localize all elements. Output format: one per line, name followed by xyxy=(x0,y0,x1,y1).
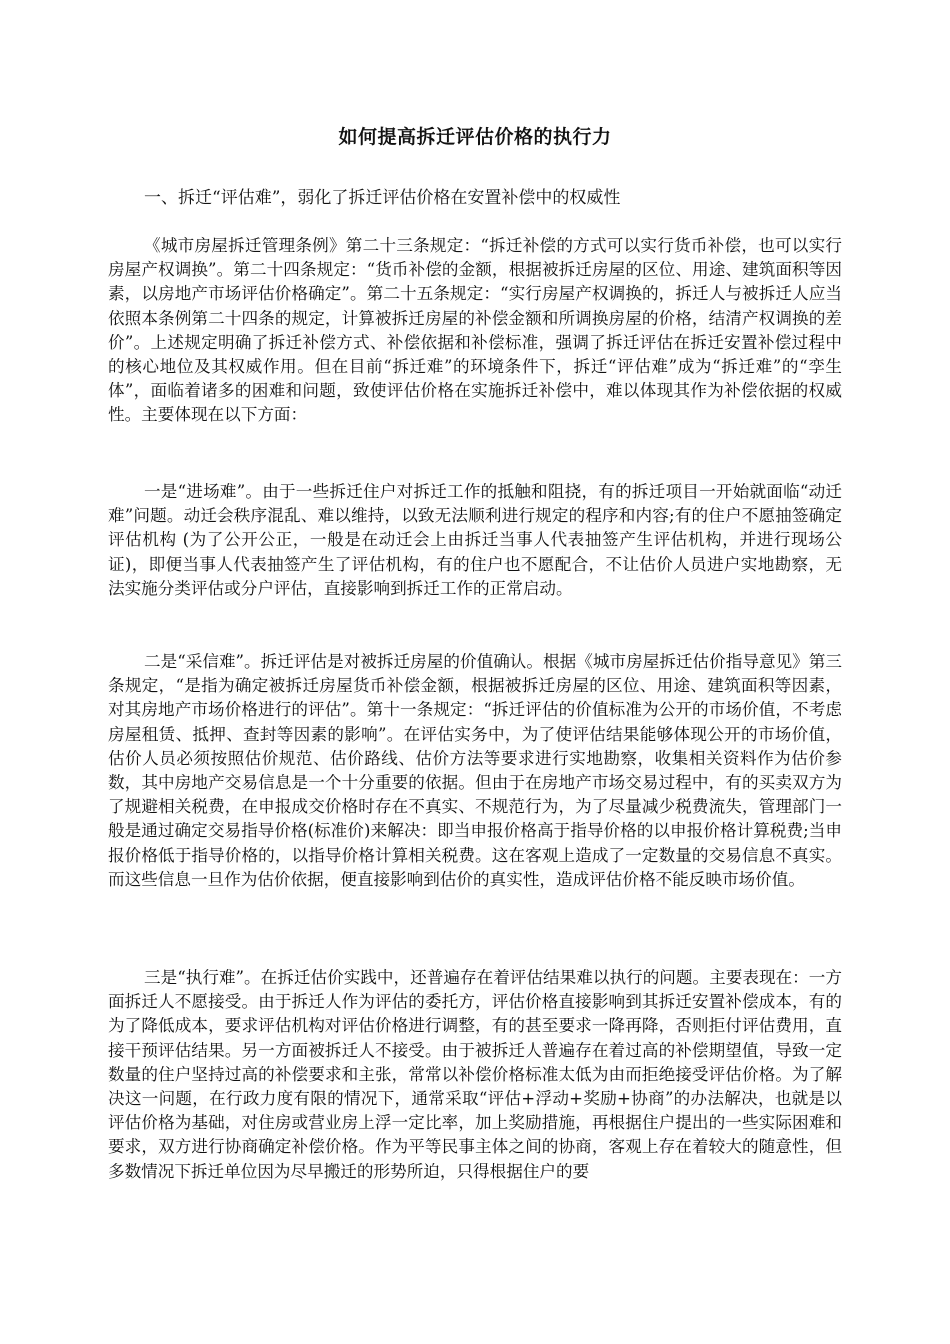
section-heading: 一、拆迁“评估难”，弱化了拆迁评估价格在安置补偿中的权威性 xyxy=(144,188,621,208)
document-title: 如何提高拆迁评估价格的执行力 xyxy=(338,126,612,148)
paragraph-entry-difficulty: 一是“进场难”。由于一些拆迁住户对拆迁工作的抵触和阻挠，有的拆迁项目一开始就面临“动迁难”问题。动迁会秩序混乱、难以维持，以致无法顺利进行规定的程序和内容;有的住户不愿抽签确定评估机构 (为了公开公正，一般是在动迁会上由拆迁当事人代表抽签产生评估机构，并进行现场公证)，即便当事人代表抽签产生了评估机构，有的住户也不愿配合，不让估价人员进户实地勘察，无法实施分类评估或分户评估，直接影响到拆迁工作的正常启动。 xyxy=(108,482,842,598)
paragraph-adoption-difficulty: 二是“采信难”。拆迁评估是对被拆迁房屋的价值确认。根据《城市房屋拆迁估价指导意见》第三条规定，“是指为确定被拆迁房屋货币补偿金额，根据被拆迁房屋的区位、用途、建筑面积等因素，对其房地产市场价格进行的评估”。第十一条规定：“拆迁评估的价值标准为公开的市场价值，不考虑房屋租赁、抵押、查封等因素的影响”。在评估实务中，为了使评估结果能够体现公开的市场价值，估价人员必须按照估价规范、估价路线、估价方法等要求进行实地勘察，收集相关资料作为估价参数，其中房地产交易信息是一个十分重要的依据。但由于在房地产市场交易过程中，有的买卖双方为了规避相关税费，在申报成交价格时存在不真实、不规范行为，为了尽量减少税费流失，管理部门一般是通过确定交易指导价格(标准价)来解决：即当申报价格高于指导价格的以申报价格计算税费;当申报价格低于指导价格的，以指导价格计算相关税费。这在客观上造成了一定数量的交易信息不真实。而这些信息一旦作为估价依据，便直接影响到估价的真实性，造成评估价格不能反映市场价值。 xyxy=(108,652,842,889)
paragraph-execution-difficulty: 三是“执行难”。在拆迁估价实践中，还普遍存在着评估结果难以执行的问题。主要表现在：一方面拆迁人不愿接受。由于拆迁人作为评估的委托方，评估价格直接影响到其拆迁安置补偿成本，有的为了降低成本，要求评估机构对评估价格进行调整，有的甚至要求一降再降，否则拒付评估费用，直接干预评估结果。另一方面被拆迁人不接受。由于被拆迁人普遍存在着过高的补偿期望值，导致一定数量的住户坚持过高的补偿要求和主张，常常以补偿价格标准太低为由而拒绝接受评估价格。为了解决这一问题，在行政力度有限的情况下，通常采取“评估+浮动+奖励+协商”的办法解决，也就是以评估价格为基础，对住房或营业房上浮一定比率，加上奖励措施，再根据住户提出的一些实际困难和要求，双方进行协商确定补偿价格。作为平等民事主体之间的协商，客观上存在着较大的随意性，但多数情况下拆迁单位因为尽早搬迁的形势所迫，只得根据住户的要 xyxy=(108,968,842,1181)
paragraph-regulation: 《城市房屋拆迁管理条例》第二十三条规定：“拆迁补偿的方式可以实行货币补偿，也可以实行房屋产权调换”。第二十四条规定：“货币补偿的金额，根据被拆迁房屋的区位、用途、建筑面积等因素，以房地产市场评估价格确定”。第二十五条规定：“实行房屋产权调换的，拆迁人与被拆迁人应当依照本条例第二十四条的规定，计算被拆迁房屋的补偿金额和所调换房屋的价格，结清产权调换的差价”。上述规定明确了拆迁补偿方式、补偿依据和补偿标准，强调了拆迁评估在拆迁安置补偿过程中的核心地位及其权威作用。但在目前“拆迁难”的环境条件下，拆迁“评估难”成为“拆迁难”的“孪生体”，面临着诸多的困难和问题，致使评估价格在实施拆迁补偿中，难以体现其作为补偿依据的权威性。主要体现在以下方面： xyxy=(108,236,842,425)
